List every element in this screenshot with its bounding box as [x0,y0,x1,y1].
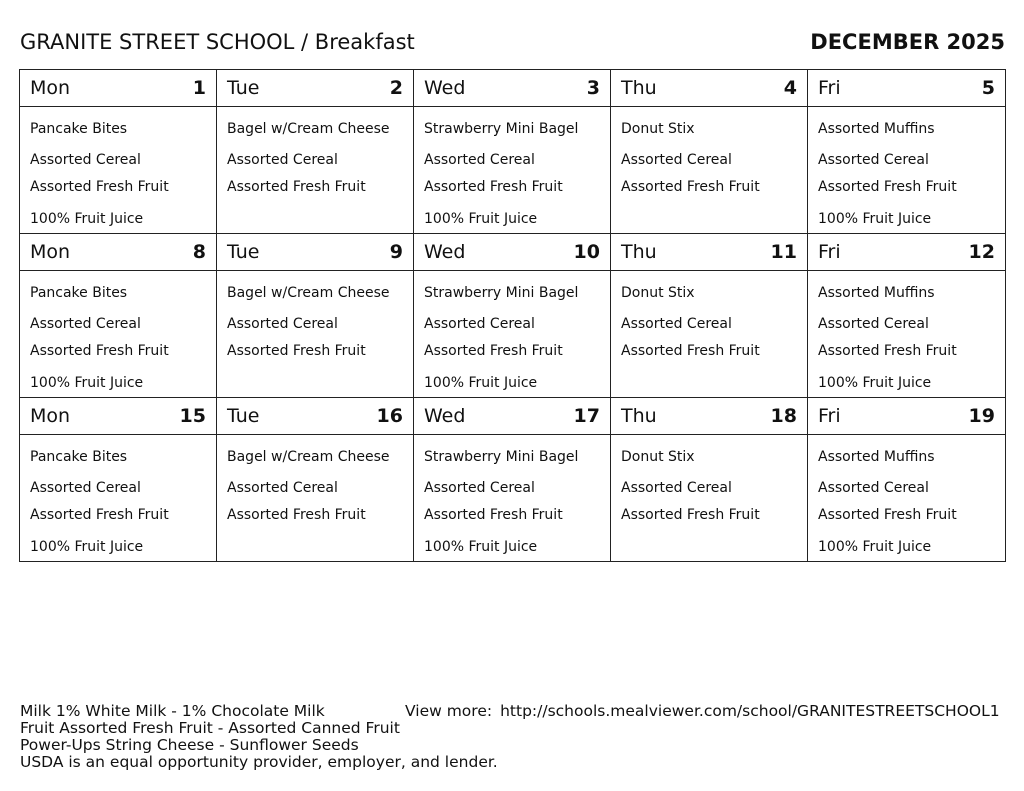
day-number: 3 [586,77,600,99]
menu-item: Assorted Cereal [227,316,338,332]
week-menu-row [20,107,1006,234]
menu-item: Donut Stix [621,449,695,465]
day-name: Wed [424,77,466,99]
day-menu [611,107,808,234]
menu-item: Bagel w/Cream Cheese [227,121,390,137]
menu-item: Assorted Fresh Fruit [424,343,563,359]
day-menu [611,271,808,398]
menu-item: 100% Fruit Juice [818,211,932,227]
day-menu [217,271,414,398]
menu-item: Donut Stix [621,121,695,137]
menu-item: Assorted Muffins [818,449,935,465]
day-name: Mon [30,405,71,427]
menu-item: Assorted Cereal [621,316,732,332]
day-name: Mon [30,77,71,99]
day-number: 5 [981,77,995,99]
day-number: 10 [573,241,600,263]
menu-item: Assorted Fresh Fruit [818,179,957,195]
day-number: 8 [192,241,206,263]
menu-item: Assorted Cereal [424,152,535,168]
view-more-link[interactable]: http://schools.mealviewer.com/school/GRANITESTREETSCHOOL1 [500,702,1000,720]
day-number: 9 [389,241,403,263]
menu-item: 100% Fruit Juice [424,539,538,555]
day-name: Tue [227,405,260,427]
day-menu [414,435,611,562]
footer-milk-line: Milk 1% White Milk - 1% Chocolate Milk [20,702,325,720]
day-header [20,234,217,271]
menu-item: 100% Fruit Juice [818,539,932,555]
menu-item: Bagel w/Cream Cheese [227,285,390,301]
menu-item: Pancake Bites [30,285,128,301]
menu-item: Assorted Cereal [227,480,338,496]
day-header [20,398,217,435]
day-menu [808,271,1006,398]
day-number: 19 [968,405,995,427]
menu-item: Assorted Cereal [227,152,338,168]
day-menu [20,107,217,234]
menu-item: 100% Fruit Juice [30,211,144,227]
day-header [611,70,808,107]
day-name: Wed [424,241,466,263]
week-menu-row [20,271,1006,398]
menu-item: Strawberry Mini Bagel [424,449,579,465]
day-name: Fri [818,77,841,99]
day-number: 16 [376,405,403,427]
menu-item: 100% Fruit Juice [818,375,932,391]
menu-item: Assorted Cereal [621,480,732,496]
day-menu [217,435,414,562]
view-more [405,703,1000,720]
menu-item: Assorted Fresh Fruit [227,507,366,523]
menu-item: Bagel w/Cream Cheese [227,449,390,465]
day-name: Fri [818,405,841,427]
menu-item: Assorted Cereal [818,316,929,332]
day-header [414,70,611,107]
menu-item: Assorted Fresh Fruit [30,343,169,359]
week-header-row [20,70,1006,107]
menu-item: Assorted Muffins [818,121,935,137]
day-header [217,70,414,107]
day-header [414,234,611,271]
day-number: 17 [573,405,600,427]
menu-item: Strawberry Mini Bagel [424,285,579,301]
menu-item: Assorted Cereal [424,480,535,496]
day-menu [808,107,1006,234]
menu-item: 100% Fruit Juice [424,375,538,391]
menu-calendar [19,69,1006,562]
menu-item: Assorted Fresh Fruit [424,507,563,523]
menu-item: Assorted Fresh Fruit [621,179,760,195]
menu-item: Assorted Fresh Fruit [424,179,563,195]
menu-item: Assorted Fresh Fruit [621,343,760,359]
menu-item: 100% Fruit Juice [30,375,144,391]
menu-item: Assorted Cereal [424,316,535,332]
day-menu [808,435,1006,562]
page-header [20,30,1005,60]
day-number: 18 [770,405,797,427]
menu-item: 100% Fruit Juice [424,211,538,227]
day-number: 1 [192,77,206,99]
day-name: Thu [621,241,657,263]
day-number: 12 [968,241,995,263]
day-number: 11 [770,241,797,263]
footer-usda-line: USDA is an equal opportunity provider, employer, and lender. [20,753,498,771]
menu-item: Assorted Cereal [30,316,141,332]
day-menu [414,271,611,398]
day-name: Thu [621,405,657,427]
day-header [611,398,808,435]
week-header-row [20,234,1006,271]
view-more-label: View more: [405,702,493,720]
day-menu [611,435,808,562]
day-menu [217,107,414,234]
day-header [611,234,808,271]
day-name: Tue [227,77,260,99]
menu-item: Assorted Fresh Fruit [818,507,957,523]
menu-item: Strawberry Mini Bagel [424,121,579,137]
day-menu [20,435,217,562]
menu-item: 100% Fruit Juice [30,539,144,555]
week-header-row [20,398,1006,435]
footer-fruit-line: Fruit Assorted Fresh Fruit - Assorted Canned Fruit [20,719,400,737]
menu-item: Donut Stix [621,285,695,301]
day-header [808,70,1006,107]
menu-item: Pancake Bites [30,449,128,465]
day-name: Fri [818,241,841,263]
menu-item: Assorted Cereal [30,152,141,168]
day-name: Tue [227,241,260,263]
week-menu-row [20,435,1006,562]
menu-item: Assorted Cereal [30,480,141,496]
menu-item: Assorted Fresh Fruit [621,507,760,523]
menu-item: Assorted Cereal [818,480,929,496]
day-name: Mon [30,241,71,263]
menu-item: Assorted Fresh Fruit [227,179,366,195]
menu-item: Assorted Fresh Fruit [30,179,169,195]
day-header [414,398,611,435]
school-title: GRANITE STREET SCHOOL / Breakfast [20,30,415,54]
menu-item: Pancake Bites [30,121,128,137]
menu-item: Assorted Fresh Fruit [227,343,366,359]
menu-item: Assorted Cereal [621,152,732,168]
menu-item: Assorted Fresh Fruit [30,507,169,523]
day-number: 15 [179,405,206,427]
day-number: 2 [389,77,403,99]
day-header [217,398,414,435]
day-header [20,70,217,107]
day-header [808,234,1006,271]
month-title: DECEMBER 2025 [810,30,1005,54]
footer-powerups-line: Power-Ups String Cheese - Sunflower Seeds [20,736,359,754]
day-menu [20,271,217,398]
menu-item: Assorted Fresh Fruit [818,343,957,359]
menu-item: Assorted Muffins [818,285,935,301]
menu-item: Assorted Cereal [818,152,929,168]
day-header [217,234,414,271]
day-number: 4 [783,77,797,99]
day-header [808,398,1006,435]
day-name: Wed [424,405,466,427]
day-menu [414,107,611,234]
day-name: Thu [621,77,657,99]
